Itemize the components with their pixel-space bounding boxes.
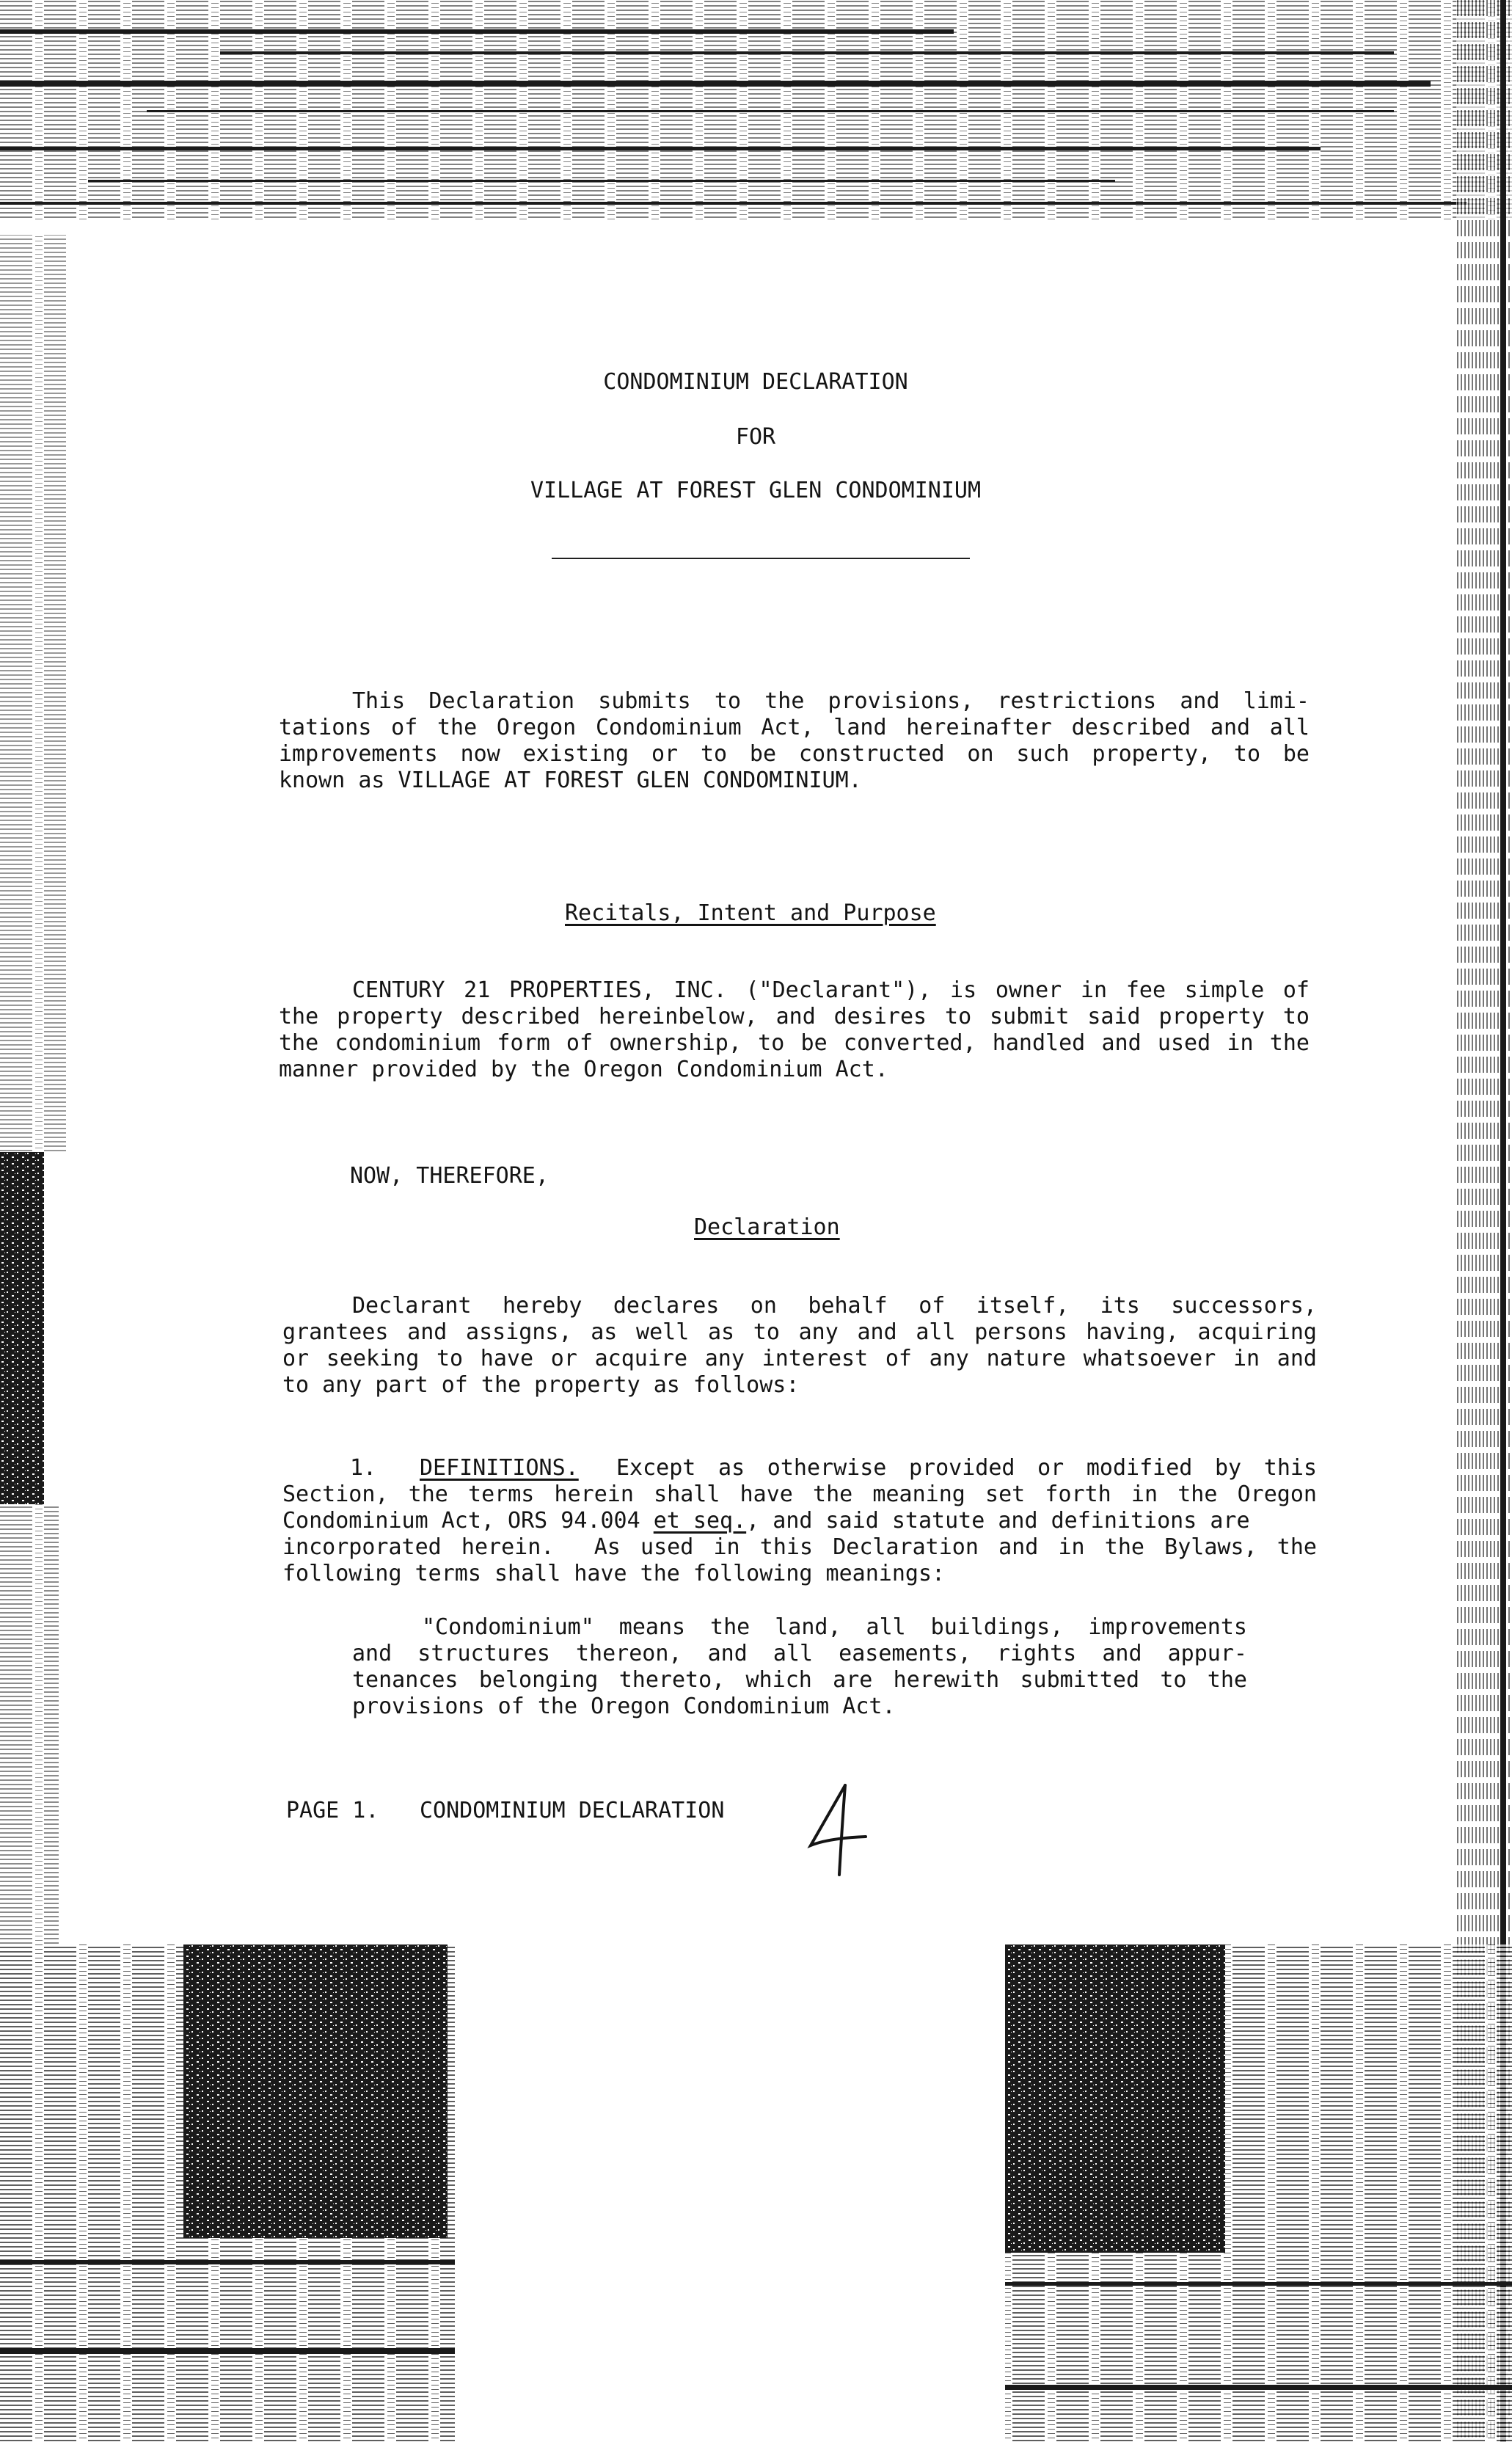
recitals-line-4: manner provided by the Oregon Condominium Act.	[279, 1057, 888, 1082]
recitals-line-3: the condominium form of ownership, to be converted, handled and used in the	[279, 1030, 1310, 1056]
intro-line-4: known as VILLAGE AT FOREST GLEN CONDOMINIUM.	[279, 768, 862, 793]
declaration-line-1: Declarant hereby declares on behalf of itself, its successors,	[352, 1293, 1317, 1319]
definitions-line-4: incorporated herein. As used in this Declaration and in the Bylaws, the	[282, 1534, 1317, 1560]
now-therefore: NOW, THEREFORE,	[350, 1163, 549, 1189]
handwritten-page-number	[800, 1779, 873, 1882]
footer-page-label: PAGE 1.	[286, 1798, 379, 1823]
recitals-heading: Recitals, Intent and Purpose	[565, 900, 936, 926]
title-line-3: VILLAGE AT FOREST GLEN CONDOMINIUM	[530, 478, 982, 503]
section-1-number: 1.	[350, 1455, 377, 1481]
footer-doc-label: CONDOMINIUM DECLARATION	[420, 1798, 725, 1823]
title-line-1: CONDOMINIUM DECLARATION	[603, 369, 908, 395]
definitions-heading: DEFINITIONS.	[420, 1455, 579, 1481]
intro-line-3: improvements now existing or to be constructed on such property, to be	[279, 741, 1310, 767]
condominium-def-line-2: and structures thereon, and all easements, rights and appur-	[352, 1641, 1247, 1666]
statute-cite-rest: , and said statute and definitions are	[746, 1508, 1250, 1534]
definitions-line-1: Except as otherwise provided or modified by this	[616, 1455, 1317, 1481]
declaration-line-3: or seeking to have or acquire any interest of any nature whatsoever in and	[282, 1346, 1317, 1371]
statute-cite: Condominium Act, ORS 94.004	[282, 1508, 640, 1534]
definitions-line-3	[282, 1508, 1250, 1534]
title-rule	[552, 558, 970, 559]
declaration-line-2: grantees and assigns, as well as to any and all persons having, acquiring	[282, 1319, 1317, 1345]
condominium-def-line-4: provisions of the Oregon Condominium Act.	[352, 1694, 896, 1719]
declaration-heading: Declaration	[694, 1214, 840, 1240]
intro-line-1: This Declaration submits to the provisions, restrictions and limi-	[352, 688, 1310, 714]
condominium-def-line-1: "Condominium" means the land, all buildings, improvements	[422, 1614, 1247, 1640]
definitions-line-2: Section, the terms herein shall have the meaning set forth in the Oregon	[282, 1481, 1317, 1507]
intro-line-2: tations of the Oregon Condominium Act, land hereinafter described and all	[279, 715, 1310, 740]
definitions-line-5: following terms shall have the following meanings:	[282, 1561, 946, 1586]
recitals-line-1: CENTURY 21 PROPERTIES, INC. ("Declarant"), is owner in fee simple of	[352, 977, 1310, 1003]
title-line-2: FOR	[735, 424, 776, 450]
recitals-line-2: the property described hereinbelow, and desires to submit said property to	[279, 1004, 1310, 1029]
condominium-def-line-3: tenances belonging thereto, which are herewith submitted to the	[352, 1667, 1247, 1693]
declaration-line-4: to any part of the property as follows:	[282, 1372, 800, 1398]
et-seq: et seq.	[653, 1508, 747, 1534]
